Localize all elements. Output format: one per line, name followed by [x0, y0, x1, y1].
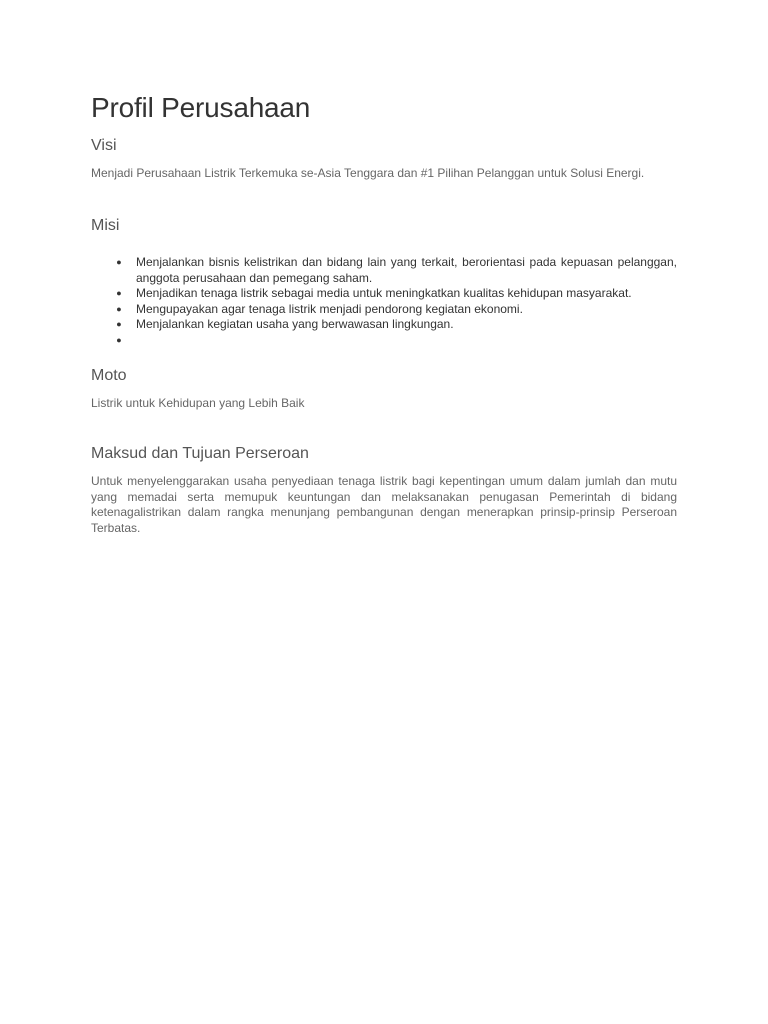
misi-heading: Misi: [91, 217, 120, 234]
moto-heading: Moto: [91, 367, 127, 384]
misi-list-item: [91, 302, 677, 318]
bullet-icon: ●: [116, 303, 122, 314]
misi-item-text: Mengupayakan agar tenaga listrik menjadi pendorong kegiatan ekonomi.: [136, 301, 523, 316]
bullet-icon: ●: [116, 319, 122, 329]
maksud-heading: Maksud dan Tujuan Perseroan: [91, 445, 309, 462]
misi-item-text: Menjadikan tenaga listrik sebagai media untuk meningkatkan kualitas kehidupan masyarakat.: [136, 286, 632, 300]
bullet-icon: ●: [116, 257, 122, 267]
misi-list: [91, 255, 677, 348]
misi-list-item-empty: [91, 333, 677, 349]
page-title: Profil Perusahaan: [91, 92, 311, 123]
moto-text: Listrik untuk Kehidupan yang Lebih Baik: [91, 396, 305, 410]
maksud-text: Untuk menyelenggarakan usaha penyediaan tenaga listrik bagi kepentingan umum dalam jumlah dan mutu yang memadai serta memupuk keuntungan dan melaksanakan penugasan Pemerintah di bidang ketenagalistrikan dalam rangka menunjang pembangunan dengan menerapkan prinsip-prinsip Perseroan Terbatas.: [91, 474, 677, 535]
visi-heading: Visi: [91, 137, 117, 154]
misi-list-item: [91, 317, 677, 333]
misi-item-text: Menjalankan kegiatan usaha yang berwawasan lingkungan.: [136, 317, 454, 331]
misi-item-text: Menjalankan bisnis kelistrikan dan bidang lain yang terkait, berorientasi pada kepuasan pelanggan, anggota perusahaan dan pemegang saham.: [136, 255, 677, 285]
misi-list-item: [91, 286, 677, 302]
bullet-icon: ●: [116, 334, 122, 345]
visi-text: Menjadi Perusahaan Listrik Terkemuka se-Asia Tenggara dan #1 Pilihan Pelanggan untuk Solusi Energi.: [91, 166, 645, 180]
bullet-icon: ●: [116, 288, 122, 298]
misi-list-item: [91, 255, 677, 286]
